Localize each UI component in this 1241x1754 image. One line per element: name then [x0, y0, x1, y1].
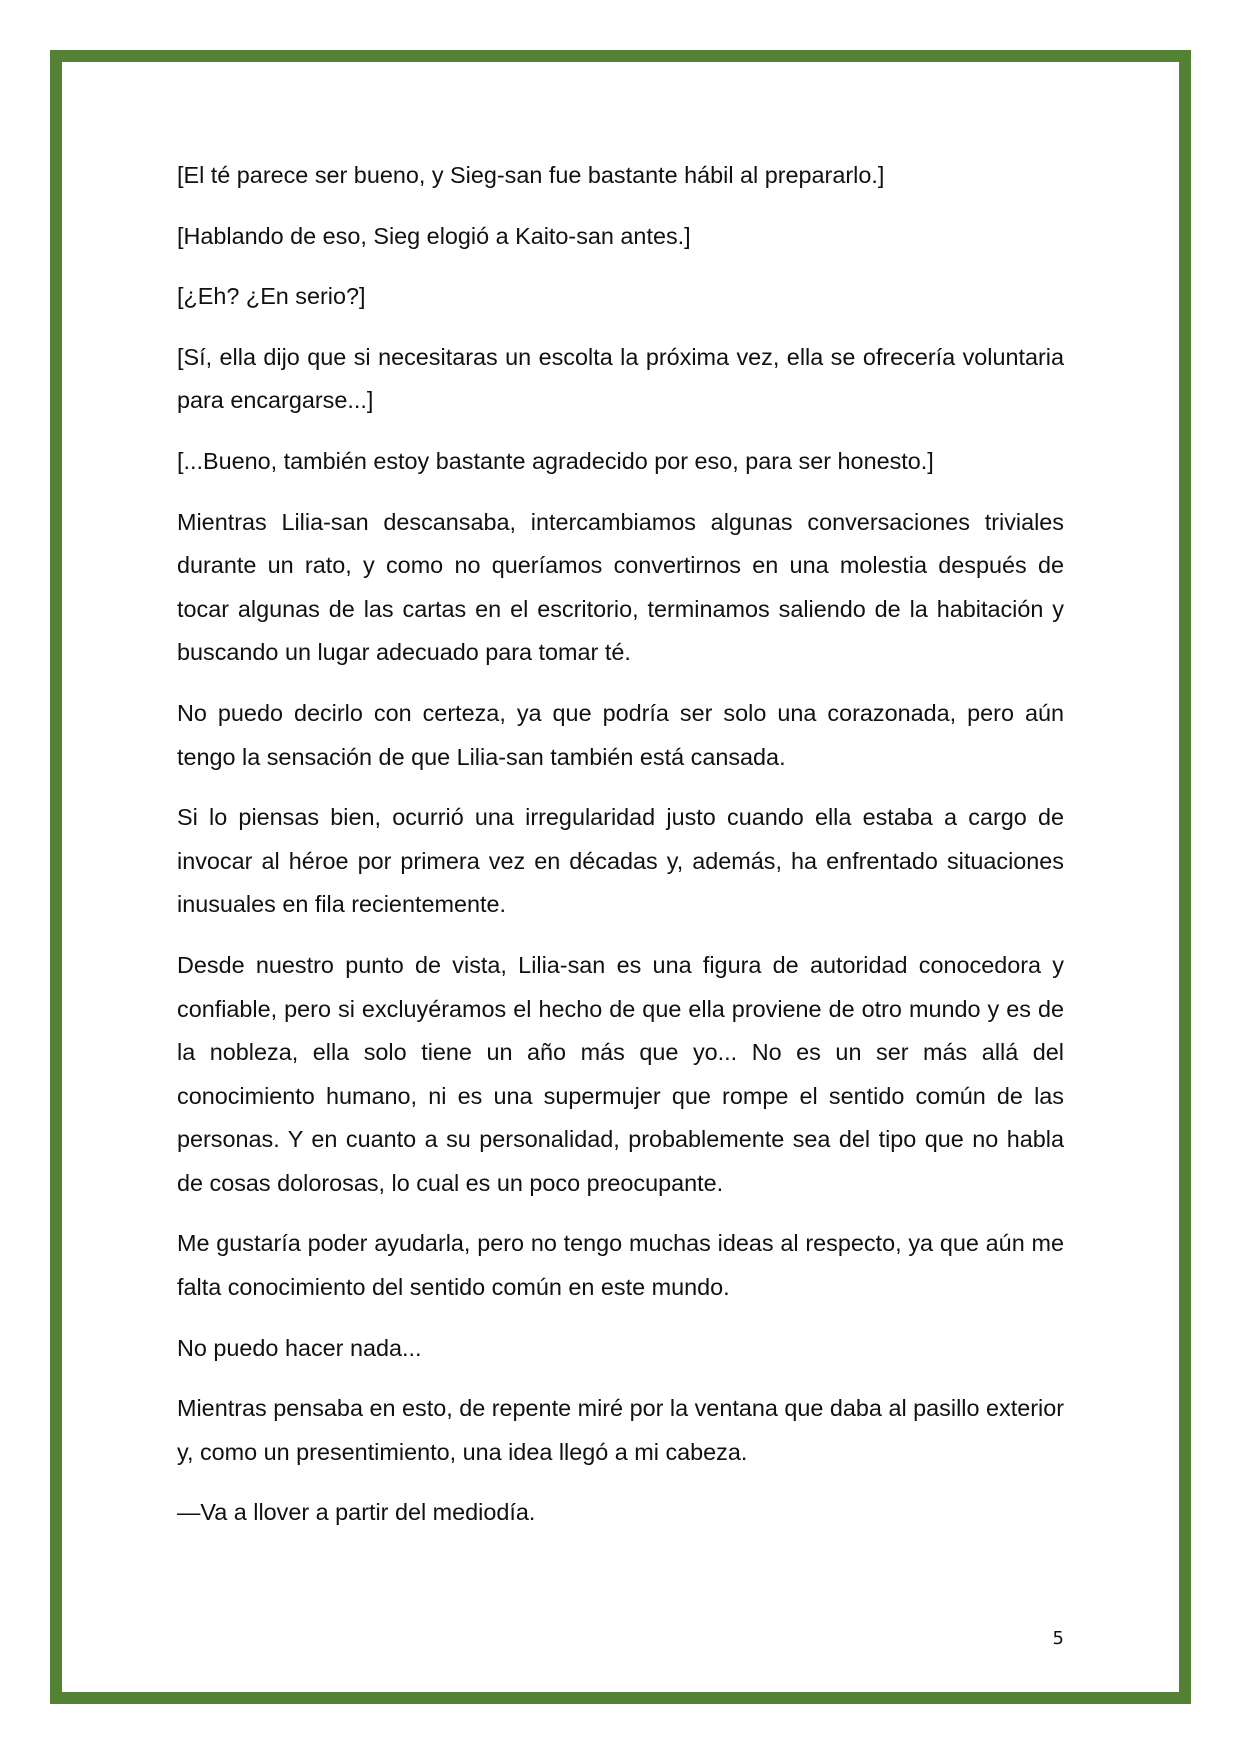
paragraph-11: No puedo hacer nada... [177, 1334, 422, 1361]
paragraph-6: Mientras Lilia-san descansaba, intercambiamos algunas conversaciones triviales durante un rato, y como no queríamos convertirnos en una molestia después de tocar algunas de las cartas en el escritorio, terminamos saliendo de la habitación y buscando un lugar adecuado para tomar té. [177, 508, 1064, 666]
paragraph-12: Mientras pensaba en esto, de repente miré por la ventana que daba al pasillo exterior y, como un presentimiento, una idea llegó a mi cabeza. [177, 1395, 1064, 1465]
page-number: 5 [1052, 1628, 1064, 1649]
paragraph-4: [Sí, ella dijo que si necesitaras un escolta la próxima vez, ella se ofrecería voluntaria para encargarse...] [177, 343, 1064, 414]
paragraph-9: Desde nuestro punto de vista, Lilia-san es una figura de autoridad conocedora y confiable, pero si excluyéramos el hecho de que ella proviene de otro mundo y es de la nobleza, ella solo tiene un año más que yo... No es un ser más allá del conocimiento humano, ni es una supermujer que rompe el sentido común de las personas. Y en cuanto a su personalidad, probablemente sea del tipo que no habla de cosas dolorosas, lo cual es un poco preocupante. [177, 951, 1064, 1196]
paragraph-10: Me gustaría poder ayudarla, pero no tengo muchas ideas al respecto, ya que aún me falta conocimiento del sentido común en este mundo. [177, 1230, 1064, 1301]
paragraph-7: No puedo decirlo con certeza, ya que podría ser solo una corazonada, pero aún tengo la sensación de que Lilia-san también está cansada. [177, 699, 1064, 770]
paragraph-5: [...Bueno, también estoy bastante agradecido por eso, para ser honesto.] [177, 447, 934, 474]
paragraph-1: [El té parece ser bueno, y Sieg-san fue bastante hábil al prepararlo.] [177, 162, 885, 188]
document-body [177, 154, 1064, 1552]
paragraph-13: —Va a llover a partir del mediodía. [177, 1499, 536, 1526]
paragraph-2: [Hablando de eso, Sieg elogió a Kaito-san antes.] [177, 222, 691, 249]
paragraph-8: Si lo piensas bien, ocurrió una irregularidad justo cuando ella estaba a cargo de invocar al héroe por primera vez en décadas y, además, ha enfrentado situaciones inusuales en fila recientemente. [177, 804, 1064, 918]
paragraph-3: [¿Eh? ¿En serio?] [177, 283, 366, 310]
